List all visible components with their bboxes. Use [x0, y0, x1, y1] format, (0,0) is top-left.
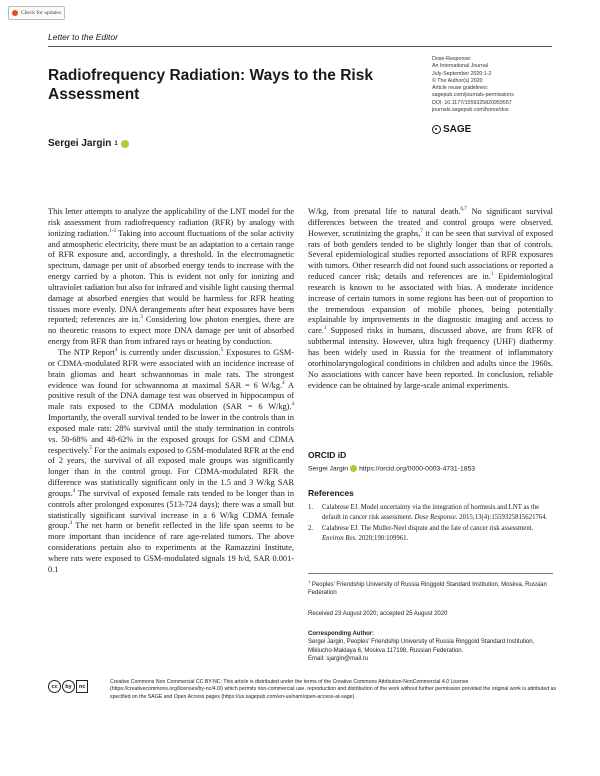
paragraph-1: This letter attempts to analyze the applicability of the LNT model for the risk assessment from radiofrequency radiation (RFR) by analogy with ionizing radiation.$^{1-3}$ Taking into account fluctuations of the solar activity and atmospheric electricity, there must be an adaptation to a certain range of RFR exposure and, accordingly, a threshold. In the electromagnetic spectrum, damage per unit of absorbed energy tends to increase with the energy carried by a photon. This is evident not only for ionizing and ultraviolet radiation but also for infrared and visible light causing thermal damage at absorbed energies that would be harmless for RFR heating tissues more evenly. DNA derangements after heat exposures have been reported; references are in.$^3$ Considering low photon energies, there are no theoretic reasons to expect more DNA damage per unit of absorbed energy from RFR than from infrared rays or heating by conduction. [48, 207, 295, 347]
publisher-name: SAGE [443, 124, 472, 135]
body-right-column [308, 207, 553, 391]
nc-icon: nc [76, 680, 88, 693]
publisher-logo [432, 124, 471, 135]
license-text: Creative Commons Non Commercial CC BY-NC: This article is distributed under the terms of the Creative Commons Attribution-NonCommercial 4.0 License (https://creativecommons.org/licenses/by-nc/4.0/) which permits non-commercial use, reproduction and distribution of the work without further permission provided the original work is attributed as specified on the SAGE and Open Access pages (https://us.sagepub.com/en-us/nam/open-access-at-sage). [110, 679, 557, 700]
journal-home-link[interactable]: journals.sagepub.com/home/dos [432, 107, 509, 114]
by-icon: by [62, 680, 75, 693]
sage-logo-icon [432, 125, 441, 134]
cc-license-badge[interactable] [48, 680, 88, 693]
references-list [308, 503, 553, 545]
article-type: Letter to the Editor [48, 32, 118, 42]
orcid-author: Sergei Jargin [308, 465, 349, 473]
author-name: Sergei Jargin [48, 138, 112, 149]
journal-subtitle: An International Journal [432, 63, 488, 70]
body-left-column [48, 207, 294, 576]
check-for-updates-label: Check for updates [21, 10, 62, 16]
orcid-icon[interactable] [121, 140, 129, 148]
author-line [48, 138, 129, 149]
header-divider [48, 46, 552, 47]
received-dates: Received 23 August 2020; accepted 25 August 2020 [308, 611, 448, 617]
journal-name: Dose-Response: [432, 56, 472, 62]
update-icon [12, 10, 18, 16]
orcid-entry [308, 465, 475, 472]
correspondence-address: Sergei Jargin, Peoples' Friendship University of Russia Ringgold Standard Institution, Miklucho-Maklaya 6, Moskva 117198, Russian Federation. [308, 639, 535, 654]
orcid-link[interactable]: https://orcid.org/0000-0003-4731-1853 [359, 465, 476, 473]
author-affiliation-marker: 1 [114, 140, 118, 147]
orcid-icon [350, 465, 357, 472]
orcid-heading: ORCID iD [308, 450, 347, 460]
journal-meta [432, 56, 557, 114]
doi[interactable]: DOI: 10.1177/1559325820959557 [432, 99, 512, 106]
cc-icon: cc [48, 680, 61, 693]
article-title: Radiofrequency Radiation: Ways to the Risk Assessment [48, 67, 373, 103]
reference-item: 1. Calabrese EJ. Model uncertainty via the integration of hormesis and LNT as the default in cancer risk assessment. Dose Response. 2015;13(4):1559325815621764. [308, 504, 548, 521]
affiliation: $^1$ Peoples' Friendship University of Russia Ringgold Standard Institution, Moskva, Russian Federation [308, 579, 547, 597]
correspondence-block [308, 630, 553, 664]
references-heading: References [308, 488, 354, 498]
check-for-updates-badge[interactable] [8, 6, 65, 20]
correspondence-heading: Corresponding Author: [308, 631, 375, 637]
permissions-link[interactable]: sagepub.com/journals-permissions [432, 92, 514, 99]
reuse-label: Article reuse guidelines: [432, 85, 489, 92]
paragraph-2: The NTP Report$^4$ is currently under discussion.$^5$ Exposures to GSM- or CDMA-modulated RFR were associated with an incidence increase of brain gliomas and heart schwannomas in male rats. The strongest evidence was found for schwannoma at maximal SAR = 6 W/kg.$^4$ A positive result of the DNA damage test was observed in hippocampus of male rats exposed to the CDMA modulation (SAR = 6 W/kg).$^4$ Importantly, the overall survival tended to be lower in the controls than in exposed male rats: 28% survival until the study termination in controls vs. 50-68% and 48-62% in the exposed groups for GSM and CDMA respectively.$^5$ For the animals exposed to GSM-modulated RFR at the end of 2 years, the survival of all exposed male groups was significantly longer than in the control group. For CDMA-modulated RFR the difference was statistically significant only in the 1.5 and 3 W/kg SAR groups.$^4$ The survival of exposed female rats tended to be longer than in controls after prolonged exposures (513-724 days); there was a small but statistically significant survival increase in a 6 W/kg CDMA female group.$^4$ The net harm or benefit reflected in the life span seems to be more important than incidence of rare age-related tumors. The above considerations pertain also to experiments at the Ramazzini Institute, where rats were exposed to GSM-modulated signals 19 h/d, SAR 0.001-0.1 [48, 347, 294, 574]
journal-issue: July-September 2020:1-2 [432, 70, 492, 77]
copyright: © The Author(s) 2020 [432, 77, 483, 84]
correspondence-email[interactable]: Email: sjargin@mail.ru [308, 656, 369, 663]
paragraph-3: W/kg, from prenatal life to natural death.$^{6,7}$ No significant survival differences between the treated and control groups were observed. However, scrutinizing the graphs,$^7$ it can be seen that survival of exposed rats of both genders tended to be slightly longer than that of controls. Several epidemiological studies reported associations of RFR exposures with tumors. Other research did not found such associations or reported a reduced cancer risk; details and references are in.$^1$ Epidemiological research is known to be associated with bias. A moderate incidence increase of certain tumors in some regions has been out of proportion to the tremendous expansion of mobile phones, being potentially explainable by improvements in the diagnostic imaging and access to care.$^1$ Supposed risks in humans, discussed above, are from RFR of subthermal intensity. However, ultra high frequency (UHF) diathermy has been widely used in Russia for the treatment of inflammatory otorhinolaryngological conditions in children and adults since the 1960s. No associations with cancer have been reported. In conclusion, reliable evidence can be obtained by large-scale animal experiments. [308, 207, 553, 390]
reference-item: 2. Calabrese EJ. The Muller-Neel dispute and the fate of cancer risk assessment. Environ Res. 2020;190:109961. [308, 525, 534, 542]
footnote-divider [308, 573, 553, 574]
